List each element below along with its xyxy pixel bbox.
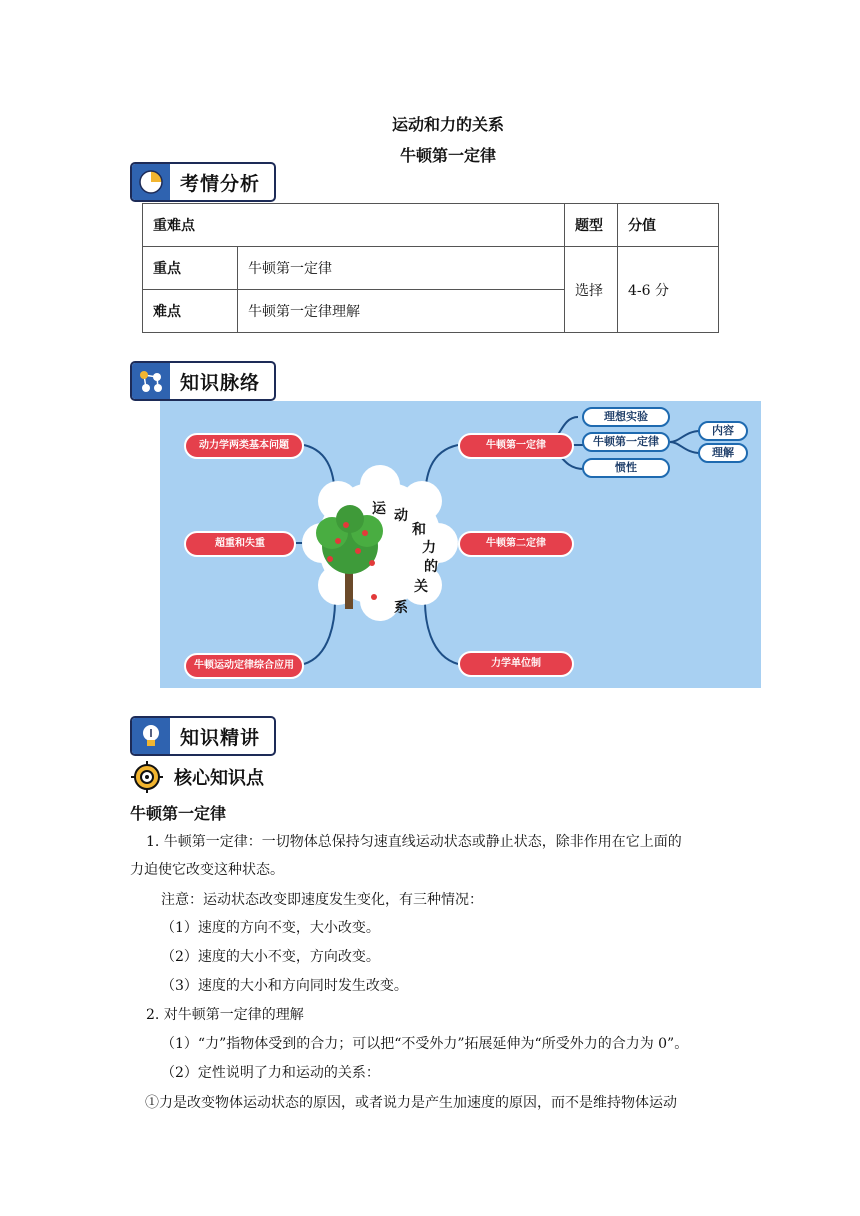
mindmap-leaf-inertia: 惯性 <box>582 458 670 478</box>
mindmap-node-overweight: 超重和失重 <box>184 531 296 557</box>
network-icon <box>132 363 170 399</box>
pie-chart-icon <box>132 164 170 200</box>
list-item: （3）速度的大小和方向同时发生改变。 <box>161 978 408 994</box>
mindmap-node-newton-laws-application: 牛顿运动定律综合应用 <box>184 653 304 679</box>
mindmap-leaf-ideal-experiment: 理想实验 <box>582 407 670 427</box>
table-cell: 牛顿第一定律理解 <box>238 290 565 333</box>
section-title: 知识精讲 <box>180 727 261 749</box>
section-title: 考情分析 <box>180 173 261 195</box>
center-title-char: 和 <box>412 522 426 538</box>
center-title-char: 动 <box>394 508 408 524</box>
paragraph-line: 2. 对牛顿第一定律的理解 <box>146 1007 304 1023</box>
table-row <box>143 247 719 290</box>
lightbulb-icon <box>132 718 170 754</box>
center-title-char: 运 <box>372 501 386 517</box>
target-icon <box>130 760 164 794</box>
table-cell-score: 4-6 分 <box>618 247 719 333</box>
table-cell-type: 选择 <box>565 247 618 333</box>
paragraph-line: ①力是改变物体运动状态的原因，或者说力是产生加速度的原因，而不是维持物体运动 <box>145 1095 677 1111</box>
center-title-char: 力 <box>422 540 436 556</box>
table-cell: 牛顿第一定律 <box>238 247 565 290</box>
mindmap-node-dynamics-problems: 动力学两类基本问题 <box>184 433 304 459</box>
section-header-knowledge-lecture <box>130 716 276 756</box>
list-item: （1）“力”指物体受到的合力；可以把“不受外力”拓展延伸为“所受外力的合力为 0”。 <box>161 1036 689 1052</box>
note-line: 注意：运动状态改变即速度发生变化，有三种情况： <box>161 892 483 908</box>
exam-analysis-table <box>142 203 719 333</box>
mindmap-node-second-law: 牛顿第二定律 <box>458 531 574 557</box>
mindmap-leaf-content: 内容 <box>698 421 748 441</box>
table-header-cell: 重难点 <box>143 204 565 247</box>
mindmap-node-units: 力学单位制 <box>458 651 574 677</box>
section-title: 知识脉络 <box>180 372 261 394</box>
content-heading: 牛顿第一定律 <box>130 804 227 823</box>
table-header-row <box>143 204 719 247</box>
mindmap-leaf-understanding: 理解 <box>698 443 748 463</box>
table-cell-label: 难点 <box>143 290 238 333</box>
list-item: （2）定性说明了力和运动的关系： <box>161 1065 380 1081</box>
page-subtitle: 牛顿第一定律 <box>399 146 496 165</box>
center-title-char: 关 <box>414 579 428 595</box>
mindmap-node-first-law: 牛顿第一定律 <box>458 433 574 459</box>
core-points-title: 核心知识点 <box>174 768 264 789</box>
list-item: （2）速度的大小不变，方向改变。 <box>161 949 380 965</box>
table-header-cell: 题型 <box>565 204 618 247</box>
table-header-cell: 分值 <box>618 204 719 247</box>
paragraph-line: 力迫使它改变这种状态。 <box>130 862 284 878</box>
list-item: （1）速度的方向不变，大小改变。 <box>161 920 380 936</box>
center-title-char: 的 <box>424 559 438 575</box>
section-header-exam-analysis <box>130 162 276 202</box>
table-cell-label: 重点 <box>143 247 238 290</box>
page-title: 运动和力的关系 <box>391 115 504 134</box>
center-title-char: 系 <box>394 600 408 616</box>
paragraph-line: 1. 牛顿第一定律：一切物体总保持匀速直线运动状态或静止状态，除非作用在它上面的 <box>146 834 682 850</box>
mind-map <box>160 401 761 688</box>
section-header-knowledge-map <box>130 361 276 401</box>
mindmap-leaf-first-law: 牛顿第一定律 <box>582 432 670 452</box>
